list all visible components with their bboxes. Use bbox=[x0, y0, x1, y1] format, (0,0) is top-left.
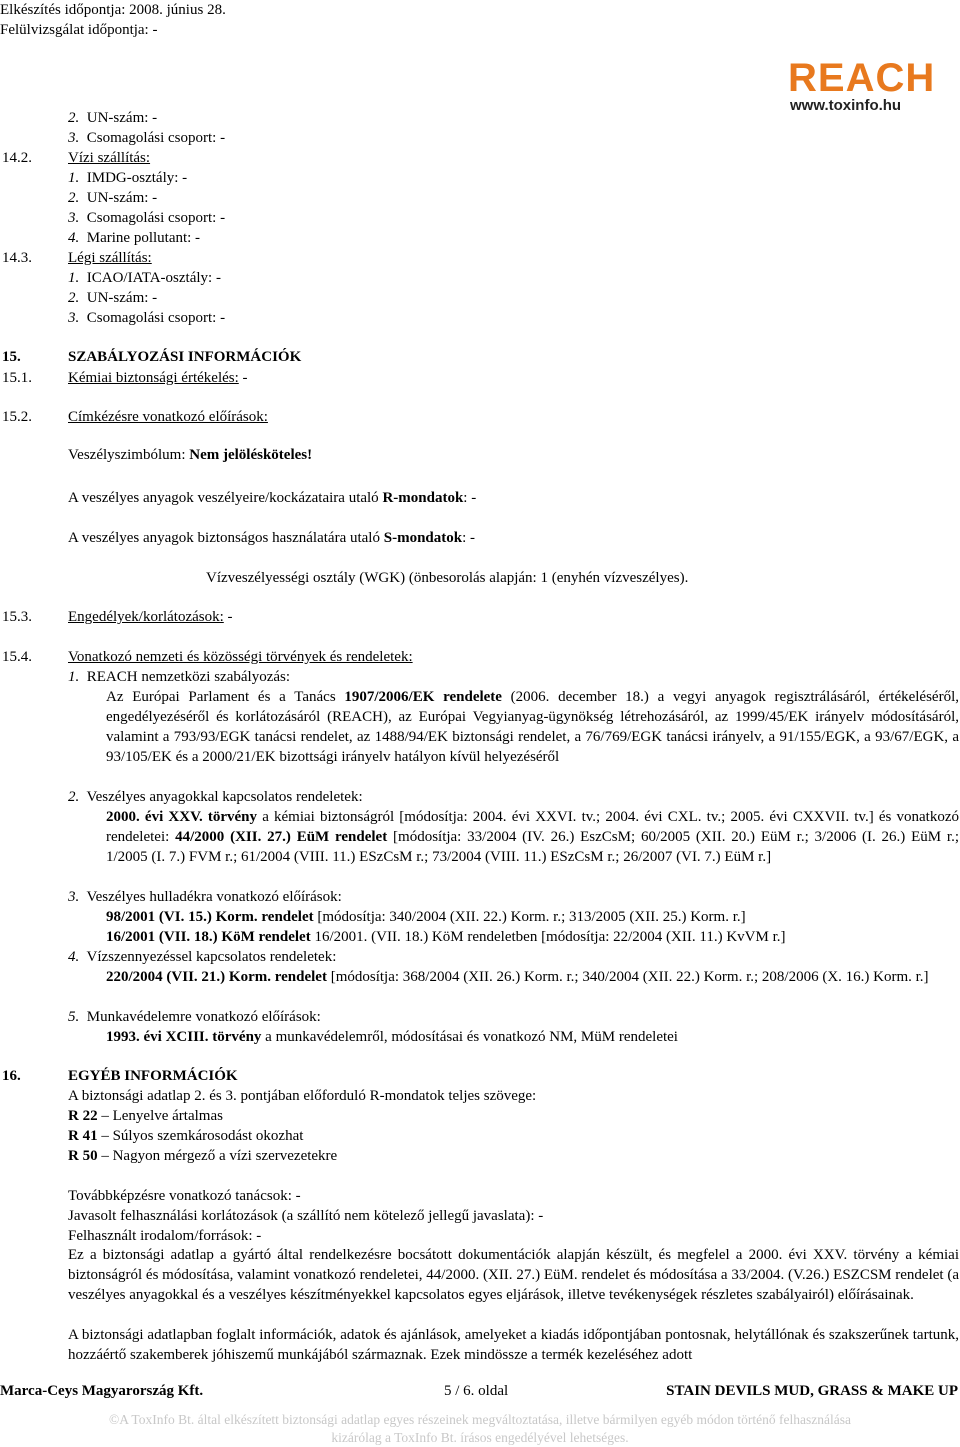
section-number: 15. bbox=[2, 349, 21, 365]
permits-restrictions: Engedélyek/korlátozások: - bbox=[68, 609, 233, 625]
r-phrase: R 22 – Lenyelve ártalmas bbox=[68, 1108, 223, 1124]
waste-regulation-1: 98/2001 (VI. 15.) Korm. rendelet [módosítja: 340/2004 (XII. 22.) Korm. r.; 313/2005 (XII. 25.) Korm. r.] bbox=[106, 909, 746, 925]
list-item: 3. Csomagolási csoport: - bbox=[68, 210, 226, 226]
disclaimer-paragraph: A biztonsági adatlapban foglalt információk, adatok és ajánlások, amelyeket a kiadás időpontjában pontosnak, helytállónak és szakszerűnek tartunk, hozzáértő szakemberek jóhiszemű munkájából származnak. Ezek mindössze a termék kezeléséhez adott bbox=[68, 1327, 959, 1363]
section-title: Vízi szállítás: bbox=[68, 150, 151, 166]
r-phrase: R 50 – Nagyon mérgező a vízi szervezetekre bbox=[68, 1148, 338, 1164]
created-date: Elkészítés időpontja: 2008. június 28. bbox=[0, 2, 226, 18]
footer-company: Marca-Ceys Magyarország Kft. bbox=[0, 1383, 204, 1399]
use-restrictions: Javasolt felhasználási korlátozások (a szállító nem kötelező jellegű javaslata): - bbox=[68, 1208, 544, 1224]
section-title: SZABÁLYOZÁSI INFORMÁCIÓK bbox=[68, 349, 302, 365]
list-item: 2. UN-szám: - bbox=[68, 110, 158, 126]
section-number: 15.2. bbox=[2, 409, 32, 425]
list-item: 5. Munkavédelemre vonatkozó előírások: bbox=[68, 1009, 321, 1025]
list-item: 3. Csomagolási csoport: - bbox=[68, 310, 226, 326]
r-phrases: A veszélyes anyagok veszélyeire/kockázataira utaló R-mondatok: - bbox=[68, 490, 477, 506]
compliance-paragraph: Ez a biztonsági adatlap a gyártó által rendelkezésre bocsátott dokumentációk alapján készült, és megfelel a 2000. évi XXV. törvény a kémiai biztonságról és módosítása, valamint vonatkozó rendeletei, 44/2000. (XII. 27.) EüM. rendelet és módosítása a 33/2004. (V.26.) ESZCSM rendelet (a veszélyes anyagokkal és a veszélyes készítményekkel kapcsolatos egyes eljárások, illetve tevékenységek részletes szabályairól) előírásainak. bbox=[68, 1247, 959, 1303]
logo-brand: REACH bbox=[788, 56, 936, 100]
chemical-safety-assessment: Kémiai biztonsági értékelés: - bbox=[68, 370, 248, 386]
section-number: 14.2. bbox=[2, 150, 32, 166]
list-item: 1. ICAO/IATA-osztály: - bbox=[68, 270, 221, 286]
list-item: 4. Vízszennyezéssel kapcsolatos rendeletek: bbox=[68, 949, 337, 965]
list-item: 1. IMDG-osztály: - bbox=[68, 170, 188, 186]
section-number: 15.1. bbox=[2, 370, 32, 386]
reach-regulation: Az Európai Parlament és a Tanács 1907/2006/EK rendelete (2006. december 18.) a vegyi anyagok regisztrálásáról, értékeléséről, engedélyezéséről és korlátozásáról (REACH), az Európai Vegyianyag-ügynökség létrehozásáról, az 1999/45/EK irányelv módosításáról, valamint a 793/93/EGK tanácsi rendelet, az 1488/94/EK biztonsági rendelet, a 76/769/EGK tanácsi irányelv, a 91/155/EGK, a 93/67/EGK, a 93/105/EK és a 2000/21/EK bizottsági irányelv hatályon kívül helyezéséről bbox=[106, 689, 959, 765]
r-phrases-intro: A biztonsági adatlap 2. és 3. pontjában előforduló R-mondatok teljes szövege: bbox=[68, 1088, 537, 1104]
section-number: 15.3. bbox=[2, 609, 32, 625]
revision-date: Felülvizsgálat időpontja: - bbox=[0, 22, 158, 38]
list-item: 2. UN-szám: - bbox=[68, 190, 158, 206]
footer-product: STAIN DEVILS MUD, GRASS & MAKE UP bbox=[666, 1383, 958, 1399]
section-title: EGYÉB INFORMÁCIÓK bbox=[68, 1068, 238, 1084]
list-item: 3. Csomagolási csoport: - bbox=[68, 130, 226, 146]
hazard-symbol: Veszélyszimbólum: Nem jelölésköteles! bbox=[68, 447, 313, 463]
section-number: 15.4. bbox=[2, 649, 32, 665]
water-pollution-regulation: 220/2004 (VII. 21.) Korm. rendelet [módosítja: 368/2004 (XII. 26.) Korm. r.; 340/2004 (XII. 22.) Korm. r.; 208/2006 (X. 16.) Korm. r.] bbox=[106, 969, 929, 985]
section-number: 14.3. bbox=[2, 250, 32, 266]
list-item: 2. UN-szám: - bbox=[68, 290, 158, 306]
list-item: 3. Veszélyes hulladékra vonatkozó előírások: bbox=[68, 889, 342, 905]
occupational-safety-law: 1993. évi XCIII. törvény a munkavédelemről, módosításai és vonatkozó NM, MüM rendeletei bbox=[106, 1029, 678, 1045]
chemical-safety-laws: 2000. évi XXV. törvény a kémiai biztonságról [módosítja: 2004. évi XXVI. tv.; 2004. évi CXL. tv.; 2005. évi CXXVII. tv.] és vonatkozó rendeletei: 44/2000 (XII. 27.) EüM rendelet [módosítja: 33/2004 (IV. 26.) EszCsM; 60/2005 (XII. 20.) EüM r.; 3/2006 (I. 26.) EüM r.; 1/2005 (I. 7.) FVM r.; 61/2004 (VIII. 11.) ESzCsM r.; 73/2004 (VIII. 11.) ESzCsM r.; 26/2007 (VI. 7.) EüM r.] bbox=[106, 809, 959, 865]
training-advice: Továbbképzésre vonatkozó tanácsok: - bbox=[68, 1188, 301, 1204]
list-item: 4. Marine pollutant: - bbox=[68, 230, 201, 246]
section-number: 16. bbox=[2, 1068, 21, 1084]
footer-page-number: 5 / 6. oldal bbox=[444, 1383, 509, 1399]
logo-url: www.toxinfo.hu bbox=[790, 97, 902, 114]
copyright-line-2: kizárólag a ToxInfo Bt. írásos engedélyével lehetséges. bbox=[331, 1430, 629, 1445]
section-title: Vonatkozó nemzeti és közösségi törvények és rendeletek: bbox=[68, 649, 413, 665]
copyright-line-1: ©A ToxInfo Bt. által elkészített biztonsági adatlap egyes részeinek megváltoztatása, illetve bármilyen egyéb módon történő felhasználása bbox=[109, 1412, 851, 1427]
s-phrases: A veszélyes anyagok biztonságos használatára utaló S-mondatok: - bbox=[68, 530, 476, 546]
r-phrase: R 41 – Súlyos szemkárosodást okozhat bbox=[68, 1128, 304, 1144]
section-title: Címkézésre vonatkozó előírások: bbox=[68, 409, 268, 425]
section-title: Légi szállítás: bbox=[68, 250, 152, 266]
list-item: 1. REACH nemzetközi szabályozás: bbox=[68, 669, 291, 685]
reach-logo bbox=[788, 58, 958, 112]
water-hazard-class: Vízveszélyességi osztály (WGK) (önbesorolás alapján: 1 (enyhén vízveszélyes). bbox=[206, 570, 689, 586]
literature-sources: Felhasznált irodalom/források: - bbox=[68, 1228, 262, 1244]
waste-regulation-2: 16/2001 (VII. 18.) KöM rendelet 16/2001. (VII. 18.) KöM rendeletben [módosítja: 22/2004 (XII. 11.) KvVM r.] bbox=[106, 929, 786, 945]
list-item: 2. Veszélyes anyagokkal kapcsolatos rendeletek: bbox=[68, 789, 363, 805]
